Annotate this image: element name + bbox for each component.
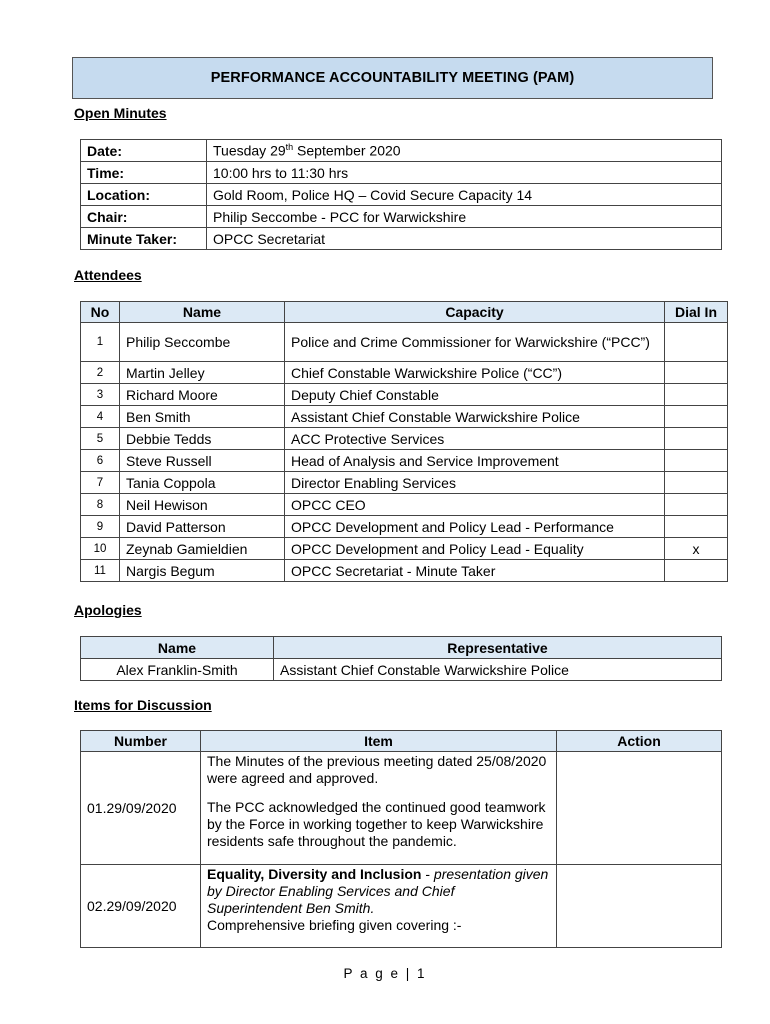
item-action [557,752,722,865]
attendee-capacity: OPCC CEO [285,494,665,516]
apology-name: Alex Franklin-Smith [81,659,274,681]
attendee-capacity: ACC Protective Services [285,428,665,450]
attendees-col-name: Name [120,302,285,323]
attendee-name: Ben Smith [120,406,285,428]
attendees-col-capacity: Capacity [285,302,665,323]
location-row [81,184,722,206]
attendee-dial-in [665,428,728,450]
item-paragraph: Comprehensive briefing given covering :- [207,917,462,933]
apologies-header-row [81,637,722,659]
attendee-name: Zeynab Gamieldien [120,538,285,560]
chair-value: Philip Seccombe - PCC for Warwickshire [207,206,722,228]
attendee-no: 11 [81,560,120,582]
attendee-no: 7 [81,472,120,494]
attendee-dial-in [665,323,728,362]
attendee-dial-in [665,494,728,516]
attendees-header-row [81,302,728,323]
item-paragraph [207,866,550,917]
attendees-heading: Attendees [74,267,142,283]
attendee-name: David Patterson [120,516,285,538]
items-col-number: Number [81,731,201,752]
attendee-capacity: Deputy Chief Constable [285,384,665,406]
attendee-name: Richard Moore [120,384,285,406]
item-number: 01.29/09/2020 [81,752,201,865]
attendee-dial-in [665,450,728,472]
items-heading: Items for Discussion [74,697,212,713]
meeting-details-table [80,139,722,250]
item-italic-text: presentation given by Director Enabling Services and Chief Superintendent Ben Smith. [207,866,549,916]
attendee-no: 9 [81,516,120,538]
attendee-dial-in [665,362,728,384]
chair-row [81,206,722,228]
items-col-action: Action [557,731,722,752]
attendee-name: Philip Seccombe [120,323,285,362]
attendee-capacity: Chief Constable Warwickshire Police (“CC”) [285,362,665,384]
item-paragraph: The Minutes of the previous meeting dated 25/08/2020 were agreed and approved. [207,753,547,786]
item-paragraph: The PCC acknowledged the continued good teamwork by the Force in working together to keep Warwickshire residents safe throughout the pandemic. [207,799,546,849]
time-label: Time: [81,162,207,184]
items-table [80,730,722,948]
location-value: Gold Room, Police HQ – Covid Secure Capacity 14 [207,184,722,206]
items-col-item: Item [201,731,557,752]
location-label: Location: [81,184,207,206]
item-action [557,865,722,948]
attendees-table [80,301,728,582]
page-footer: P a g e | 1 [343,966,427,981]
attendee-no: 8 [81,494,120,516]
item-row [81,865,722,948]
attendee-dial-in [665,406,728,428]
apologies-table [80,636,722,681]
date-row [81,140,722,162]
attendee-name: Tania Coppola [120,472,285,494]
attendee-capacity: Assistant Chief Constable Warwickshire Police [285,406,665,428]
attendee-row [81,516,728,538]
items-header-row [81,731,722,752]
attendee-capacity: Head of Analysis and Service Improvement [285,450,665,472]
time-value: 10:00 hrs to 11:30 hrs [207,162,722,184]
attendee-name: Steve Russell [120,450,285,472]
attendee-capacity: Police and Crime Commissioner for Warwickshire (“PCC”) [285,323,665,362]
date-label: Date: [81,140,207,162]
attendee-row [81,384,728,406]
attendee-name: Debbie Tedds [120,428,285,450]
attendee-row [81,494,728,516]
attendee-capacity: Director Enabling Services [285,472,665,494]
attendee-dial-in: x [665,538,728,560]
attendee-no: 5 [81,428,120,450]
minute-taker-row [81,228,722,250]
attendee-name: Neil Hewison [120,494,285,516]
attendee-row [81,406,728,428]
attendees-col-dial-in: Dial In [665,302,728,323]
attendee-name: Martin Jelley [120,362,285,384]
item-number: 02.29/09/2020 [81,865,201,948]
attendee-row [81,538,728,560]
minute-taker-label: Minute Taker: [81,228,207,250]
apology-row [81,659,722,681]
date-value-post: September 2020 [293,142,401,159]
item-row [81,752,722,865]
apologies-col-name: Name [81,637,274,659]
apology-representative: Assistant Chief Constable Warwickshire Police [274,659,722,681]
attendee-capacity: OPCC Development and Policy Lead - Equality [285,538,665,560]
item-bold-title: Equality, Diversity and Inclusion [207,866,422,882]
attendee-row [81,472,728,494]
chair-label: Chair: [81,206,207,228]
attendee-row [81,450,728,472]
attendees-col-no: No [81,302,120,323]
date-value-pre: Tuesday 29 [213,142,286,159]
attendee-name: Nargis Begum [120,560,285,582]
attendee-row [81,428,728,450]
date-value [207,140,722,162]
time-row [81,162,722,184]
attendee-row [81,323,728,362]
item-description [201,752,557,865]
document-title-text: PERFORMANCE ACCOUNTABILITY MEETING (PAM) [210,70,575,86]
attendee-no: 2 [81,362,120,384]
attendee-dial-in [665,472,728,494]
attendee-capacity: OPCC Development and Policy Lead - Performance [285,516,665,538]
attendee-capacity: OPCC Secretariat - Minute Taker [285,560,665,582]
open-minutes-heading: Open Minutes [74,105,167,121]
attendee-no: 6 [81,450,120,472]
attendee-dial-in [665,560,728,582]
apologies-heading: Apologies [74,602,142,618]
attendee-no: 4 [81,406,120,428]
attendee-row [81,560,728,582]
document-title [72,57,713,99]
attendee-no: 10 [81,538,120,560]
apologies-col-representative: Representative [274,637,722,659]
minute-taker-value: OPCC Secretariat [207,228,722,250]
attendee-no: 1 [81,323,120,362]
attendee-dial-in [665,516,728,538]
attendee-no: 3 [81,384,120,406]
attendee-row [81,362,728,384]
attendee-dial-in [665,384,728,406]
item-dash: - [421,866,434,882]
item-description [201,865,557,948]
date-value-sup: th [285,142,294,153]
